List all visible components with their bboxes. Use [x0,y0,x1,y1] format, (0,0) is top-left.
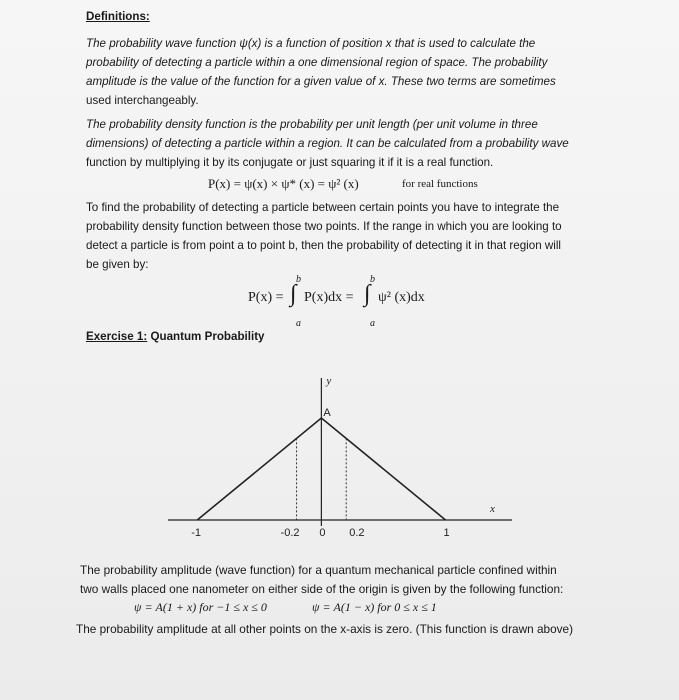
integral-lhs: P(x) = [248,290,284,305]
y-axis-label: y [326,375,332,387]
function-left: ψ = A(1 + x) for −1 ≤ x ≤ 0 [134,600,267,614]
tick-label: 1 [443,527,450,539]
text-line: amplitude is the value of the function for a given value of x. These two terms are sometimes [86,75,556,88]
formula-density: P(x) = ψ(x) × ψ* (x) = ψ² (x) [208,176,359,191]
problem-line: two walls placed one nanometer on either side of the origin is given by the following function: [80,582,564,596]
exercise-title [86,330,265,343]
tick-label: -0.2 [280,527,300,539]
integral-sign-1: ∫ [290,281,297,307]
text-line: function by multiplying it by its conjugate or just squaring it if it is a real function. [86,156,494,169]
text-line: dimensions) of detecting a particle within a region. It can be calculated from a probability wave [86,137,569,150]
text-line: detect a particle is from point a to point b, then the probability of detecting it in that region will [86,239,561,252]
definitions-heading: Definitions: [86,10,150,23]
text-line: To find the probability of detecting a particle between certain points you have to integrate the [86,201,560,214]
text-line: The probability wave function ψ(x) is a function of position x that is used to calculate the [86,37,536,50]
problem-last-line: The probability amplitude at all other points on the x-axis is zero. (This function is drawn above) [76,622,574,636]
problem-line: The probability amplitude (wave function) for a quantum mechanical particle confined within [80,563,557,577]
peak-label: A [323,407,331,419]
upper-limit-1: b [296,274,301,285]
integral-body-1: P(x)dx = [304,290,354,305]
exercise-name: Quantum Probability [150,330,265,343]
tick-label: -1 [191,527,202,539]
text-line: used interchangeably. [86,94,199,107]
text-line: probability of detecting a particle within a one dimensional region of space. The probability [86,56,548,69]
triangle-wave-chart [160,370,520,550]
text-line: be given by: [86,258,149,271]
lower-limit-2: a [370,318,375,329]
text-line: The probability density function is the probability per unit length (per unit volume in three [86,118,538,131]
exercise-label: Exercise 1: [86,330,148,343]
lower-limit-1: a [296,318,301,329]
text-line: probability density function between those two points. If the range in which you are looking to [86,220,562,233]
upper-limit-2: b [370,274,375,285]
function-right: ψ = A(1 − x) for 0 ≤ x ≤ 1 [312,600,437,614]
tick-label: 0.2 [349,527,365,539]
x-axis-label: x [490,503,495,515]
tick-label: 0 [319,527,326,539]
integral-sign-2: ∫ [364,281,371,307]
formula-note: for real functions [402,178,478,190]
integral-body-2: ψ² (x)dx [378,290,425,305]
